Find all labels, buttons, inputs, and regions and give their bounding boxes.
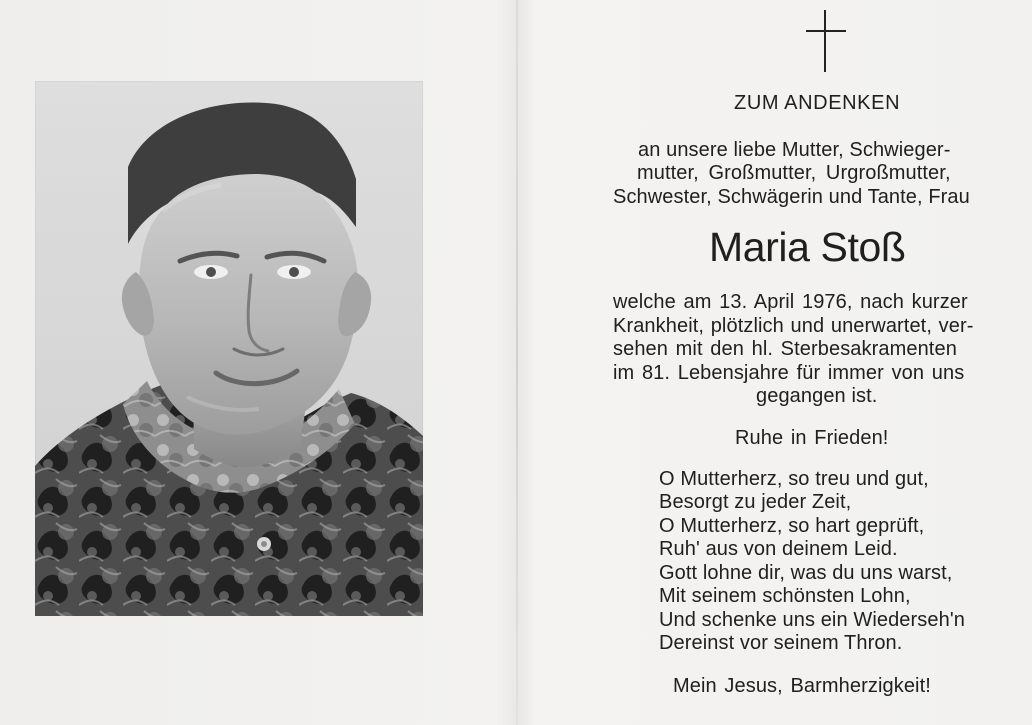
poem-line-3: O Mutterherz, so hart geprüft, (659, 515, 925, 537)
poem-line-7: Und schenke uns ein Wiederseh'n (659, 609, 965, 631)
poem-line-4: Ruh' aus von deinem Leid. (659, 538, 898, 560)
fold-line (516, 0, 518, 725)
memorial-heading: ZUM ANDENKEN (734, 92, 901, 114)
portrait-photo (35, 81, 423, 616)
rest-in-peace-line: Ruhe in Frieden! (735, 427, 889, 449)
memorial-body-line-5: gegangen ist. (756, 385, 878, 407)
poem-line-8: Dereinst vor seinem Thron. (659, 632, 903, 654)
poem-line-2: Besorgt zu jeder Zeit, (659, 491, 852, 513)
poem-line-6: Mit seinem schönsten Lohn, (659, 585, 911, 607)
memorial-body-line-2: Krankheit, plötzlich und unerwartet, ver- (613, 315, 974, 337)
cross-icon (806, 10, 846, 72)
deceased-name: Maria Stoß (709, 224, 906, 270)
intro-line-1: an unsere liebe Mutter, Schwieger- (638, 139, 951, 161)
cross-horizontal-line (806, 30, 846, 32)
closing-prayer: Mein Jesus, Barmherzigkeit! (673, 675, 931, 697)
memorial-body-line-1: welche am 13. April 1976, nach kurzer (613, 291, 968, 313)
memorial-body-line-3: sehen mit den hl. Sterbesakramenten (613, 338, 957, 360)
poem-line-5: Gott lohne dir, was du uns warst, (659, 562, 953, 584)
memorial-body-line-4: im 81. Lebensjahre für immer von uns (613, 362, 965, 384)
cross-vertical-line (824, 10, 826, 72)
poem-line-1: O Mutterherz, so treu und gut, (659, 468, 929, 490)
intro-line-2: mutter, Großmutter, Urgroßmutter, (637, 162, 951, 184)
intro-line-3: Schwester, Schwägerin und Tante, Frau (613, 186, 970, 208)
